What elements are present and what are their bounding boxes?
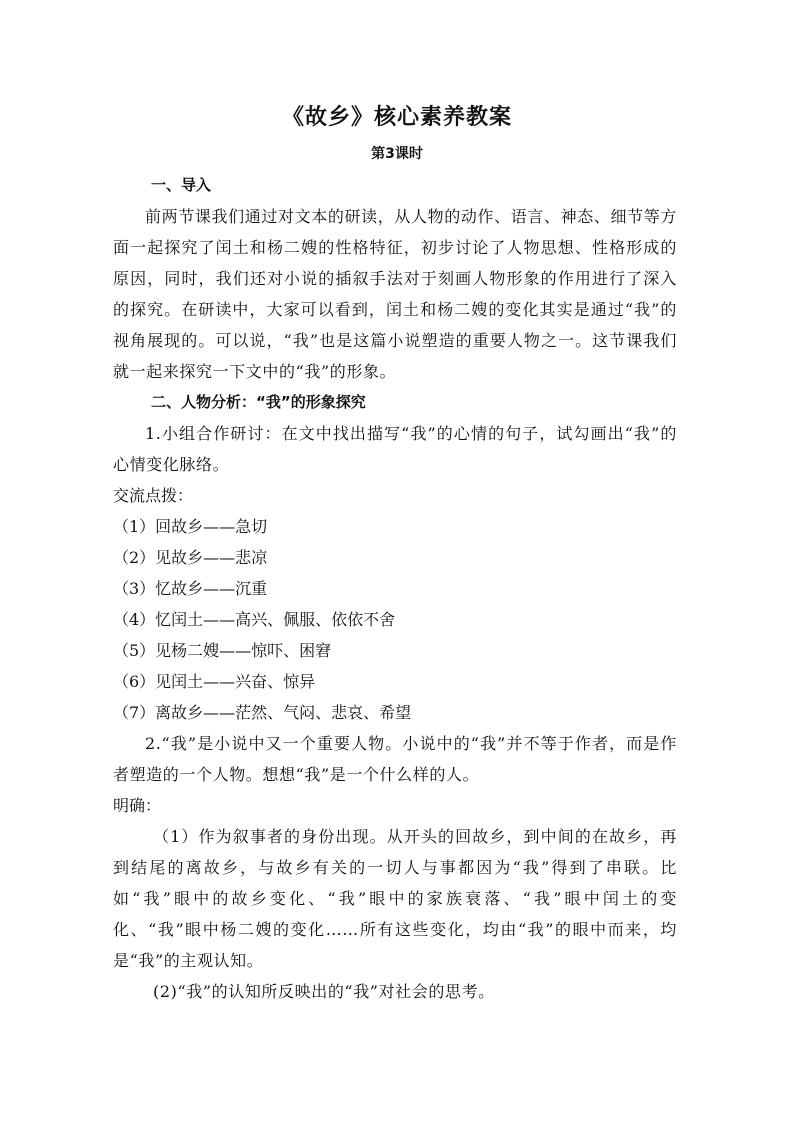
mood-item: （3）忆故乡——沉重 — [113, 579, 268, 598]
mood-item: （1）回故乡——急切 — [113, 517, 268, 536]
clarify-point-2: (2)“我”的认知所反映出的“我”对社会的思考。 — [153, 982, 495, 1001]
exchange-label: 交流点拨： — [113, 486, 194, 505]
intro-paragraph: 前两节课我们通过对文本的研读，从人物的动作、语言、神态、细节等方面一起探究了闰土和杨二嫂的性格特征，初步讨论了人物思想、性格形成的原因，同时，我们还对小说的插叙手法对于刻画人物形象的作用进行了深入的探究。在研读中，大家可以看到，闰土和杨二嫂的变化其实是通过“我”的视角展现的。可以说，“我”也是这篇小说塑造的重要人物之一。这节课我们就一起来探究一下文中的“我”的形象。 — [113, 207, 677, 381]
mood-item: （6）见闰土——兴奋、惊异 — [113, 672, 316, 691]
mood-item: （5）见杨二嫂——惊吓、困窘 — [113, 641, 332, 660]
section-heading-intro: 一、导入 — [151, 176, 212, 194]
mood-item: （4）忆闰土——高兴、佩服、依依不舍 — [113, 610, 396, 629]
section-heading-character-analysis: 二、人物分析：“我”的形象探究 — [151, 393, 366, 411]
document-body — [113, 170, 677, 1007]
mood-item: （7）离故乡——茫然、气闷、悲哀、希望 — [113, 703, 412, 722]
task-2-paragraph: 2.“我”是小说中又一个重要人物。小说中的“我”并不等于作者，而是作者塑造的一个人物。想想“我”是一个什么样的人。 — [113, 734, 677, 784]
clarify-label: 明确： — [113, 796, 162, 815]
mood-item: （2）见故乡——悲凉 — [113, 548, 268, 567]
task-1-paragraph: 1.小组合作研讨：在文中找出描写“我”的心情的句子，试勾画出“我”的心情变化脉络。 — [113, 424, 677, 474]
document-title: 《故乡》核心素养教案 — [281, 105, 512, 130]
clarify-point-1: （1）作为叙事者的身份出现。从开头的回故乡，到中间的在故乡，再到结尾的离故乡，与故乡有关的一切人与事都因为“我”得到了串联。比如“我”眼中的故乡变化、“我”眼中的家族衰落、“我”眼中闰土的变化、“我”眼中杨二嫂的变化……所有这些变化，均由“我”的眼中而来，均是“我”的主观认知。 — [113, 827, 677, 970]
lesson-number: 第3课时 — [371, 146, 423, 162]
